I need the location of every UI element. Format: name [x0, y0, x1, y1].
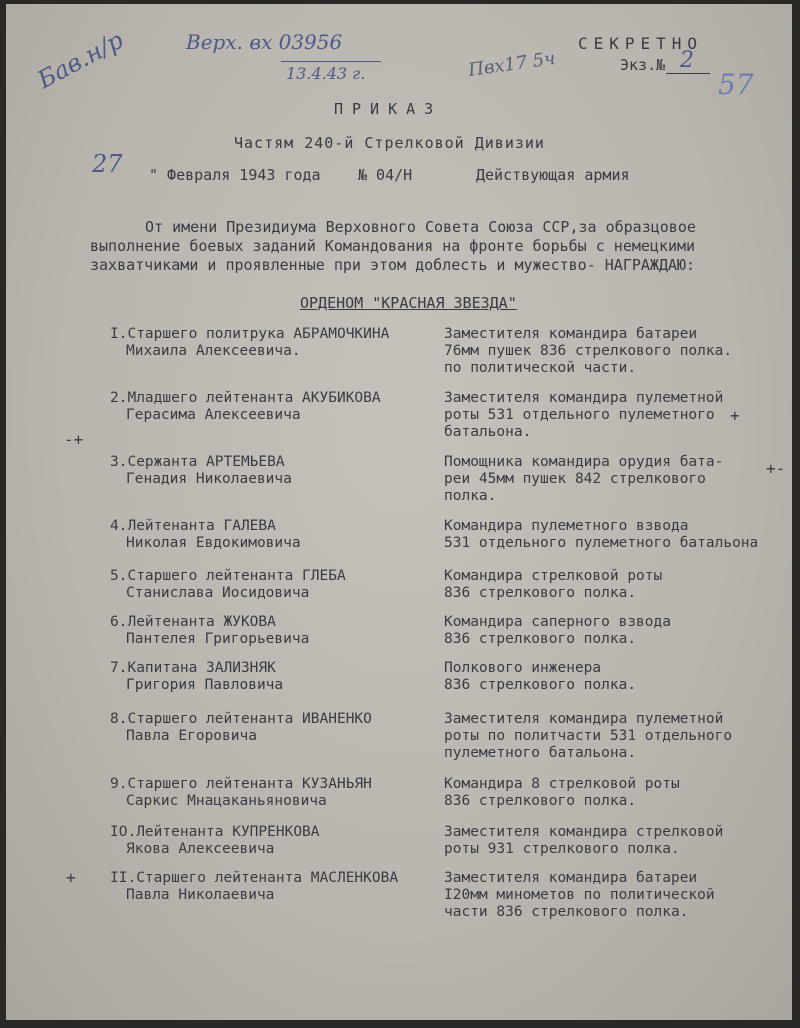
awardee-position	[444, 614, 671, 648]
awardee-name	[110, 660, 283, 694]
awardee-name	[110, 776, 372, 810]
awardee-position-line: Командира стрелковой роты	[444, 568, 663, 584]
awardee-position-line: Командира саперного взвода	[444, 614, 671, 630]
awardee-position-line: 76мм пушек 836 стрелкового полка.	[444, 343, 733, 359]
awardee-position	[444, 824, 723, 858]
awardee-given-name: Михаила Алексеевича.	[126, 343, 301, 359]
awardee-position-line: роты по политчасти 531 отдельного	[444, 728, 733, 744]
awardee-position-line: реи 45мм пушек 842 стрелкового	[444, 471, 706, 487]
awardee-position	[444, 870, 715, 921]
awardee-rank-surname: 9.Старшего лейтенанта КУЗАНЬЯН	[110, 776, 372, 792]
awardee-position-line: Командира 8 стрелковой роты	[444, 776, 680, 792]
awardee-name	[110, 454, 292, 488]
awardee-position-line: Заместителя командира батареи	[444, 326, 698, 342]
awardee-position-line: батальона.	[444, 424, 532, 440]
awardee-name	[110, 326, 389, 360]
awardee-position-line: Заместителя командира стрелковой	[444, 824, 724, 840]
awardee-position-line: пулеметного батальона.	[444, 745, 637, 761]
awardee-position-line: Полкового инженера	[444, 660, 602, 676]
awardee-rank-surname: 3.Сержанта АРТЕМЬЕВА	[110, 454, 285, 470]
awardee-position-line: роты 531 отдельного пулеметного	[444, 407, 715, 423]
awardee-given-name: Генадия Николаевича	[126, 471, 292, 487]
awardee-rank-surname: 4.Лейтенанта ГАЛЕВА	[110, 518, 276, 534]
awardee-position-line: 531 отдельного пулеметного батальона	[444, 535, 759, 551]
intro-line-2: выполнение боевых заданий Командования на фронте борьбы с немецкими	[90, 237, 696, 255]
copy-number: 2	[680, 48, 694, 73]
classification-stamp: СЕКРЕТНО	[578, 34, 704, 53]
awardee-position-line: Помощника командира орудия бата-	[444, 454, 724, 470]
awardee-position-line: полка.	[444, 488, 497, 504]
awardee-position-line: 836 стрелкового полка.	[444, 677, 637, 693]
copy-label: Экз.№	[620, 56, 666, 74]
awardee-position-line: Командира пулеметного взвода	[444, 518, 689, 534]
awardee-name	[110, 568, 346, 602]
awardee-position	[444, 454, 723, 505]
awardee-position-line: роты 931 стрелкового полка.	[444, 841, 680, 857]
margin-mark-4: +	[66, 868, 76, 887]
order-heading: ПРИКАЗ	[334, 100, 443, 118]
awardee-position-line: 836 стрелкового полка.	[444, 585, 637, 601]
awardee-position	[444, 518, 758, 552]
handwritten-archive-code: Пвх17 5ч	[466, 48, 557, 81]
awardee-position	[444, 711, 732, 762]
handwritten-note-top-left: Бав.н/р	[32, 25, 128, 95]
order-location: Действующая армия	[476, 166, 630, 184]
awardee-position-line: I20мм минометов по политической	[444, 887, 715, 903]
awardee-given-name: Николая Евдокимовича	[126, 535, 301, 551]
handwritten-page-number: 57	[718, 68, 754, 101]
awardee-position	[444, 390, 723, 441]
awardee-name	[110, 614, 309, 648]
awardee-given-name: Пантелея Григорьевича	[126, 631, 310, 647]
order-date: " Февраля 1943 года	[149, 166, 321, 184]
awardee-position-line: по политической части.	[444, 360, 637, 376]
margin-mark-3: +-	[766, 459, 786, 478]
awardee-name	[110, 390, 381, 424]
awardee-rank-surname: II.Старшего лейтенанта МАСЛЕНКОВА	[110, 870, 399, 886]
awardee-given-name: Саркис Мнацаканьяновича	[126, 793, 327, 809]
awardee-given-name: Герасима Алексеевича	[126, 407, 301, 423]
order-subtitle: Частям 240-й Стрелковой Дивизии	[234, 134, 545, 152]
awardee-rank-surname: 5.Старшего лейтенанта ГЛЕБА	[110, 568, 346, 584]
handwritten-day: 27	[92, 150, 123, 178]
awardee-position-line: Заместителя командира батареи	[444, 870, 698, 886]
awardee-position	[444, 660, 636, 694]
awardee-name	[110, 824, 320, 858]
intro-line-1: От имени Президиума Верховного Совета Союза ССР,за образцовое	[145, 218, 696, 236]
awardee-position	[444, 568, 662, 602]
awardee-name	[110, 870, 398, 904]
intro-line-3: захватчиками и проявленные при этом доблесть и мужество- НАГРАЖДАЮ:	[90, 256, 696, 274]
awardee-position-line: Заместителя командира пулеметной	[444, 711, 724, 727]
awardee-position-line: 836 стрелкового полка.	[444, 793, 637, 809]
awardee-rank-surname: 7.Капитана ЗАЛИЗНЯК	[110, 660, 276, 676]
awardee-position-line: части 836 стрелкового полка.	[444, 904, 689, 920]
margin-mark-2: +	[730, 406, 740, 425]
copy-underline	[666, 73, 710, 74]
awardee-given-name: Григория Павловича	[126, 677, 284, 693]
awardee-given-name: Якова Алексеевича	[126, 841, 275, 857]
awardee-position	[444, 326, 732, 377]
document-page	[6, 4, 792, 1020]
awardee-position-line: Заместителя командира пулеметной	[444, 390, 724, 406]
handwritten-reference-date: 13.4.43 г.	[286, 64, 366, 83]
awardee-rank-surname: I.Старшего политрука АБРАМОЧКИНА	[110, 326, 390, 342]
awardee-name	[110, 711, 372, 745]
awardee-given-name: Станислава Иосидовича	[126, 585, 310, 601]
awardee-given-name: Павла Егоровича	[126, 728, 257, 744]
awardee-rank-surname: IO.Лейтенанта КУПРЕНКОВА	[110, 824, 320, 840]
awardee-position-line: 836 стрелкового полка.	[444, 631, 637, 647]
margin-mark-1: -+	[64, 430, 84, 449]
awardee-rank-surname: 8.Старшего лейтенанта ИВАНЕНКО	[110, 711, 372, 727]
handwritten-reference: Верх. вх 03956	[186, 30, 343, 54]
order-number: № 04/Н	[358, 166, 413, 184]
awardee-position	[444, 776, 680, 810]
reference-underline	[281, 61, 381, 62]
award-title: ОРДЕНОМ "КРАСНАЯ ЗВЕЗДА"	[300, 294, 517, 312]
awardee-rank-surname: 6.Лейтенанта ЖУКОВА	[110, 614, 276, 630]
awardee-rank-surname: 2.Младшего лейтенанта АКУБИКОВА	[110, 390, 381, 406]
awardee-name	[110, 518, 301, 552]
awardee-given-name: Павла Николаевича	[126, 887, 275, 903]
